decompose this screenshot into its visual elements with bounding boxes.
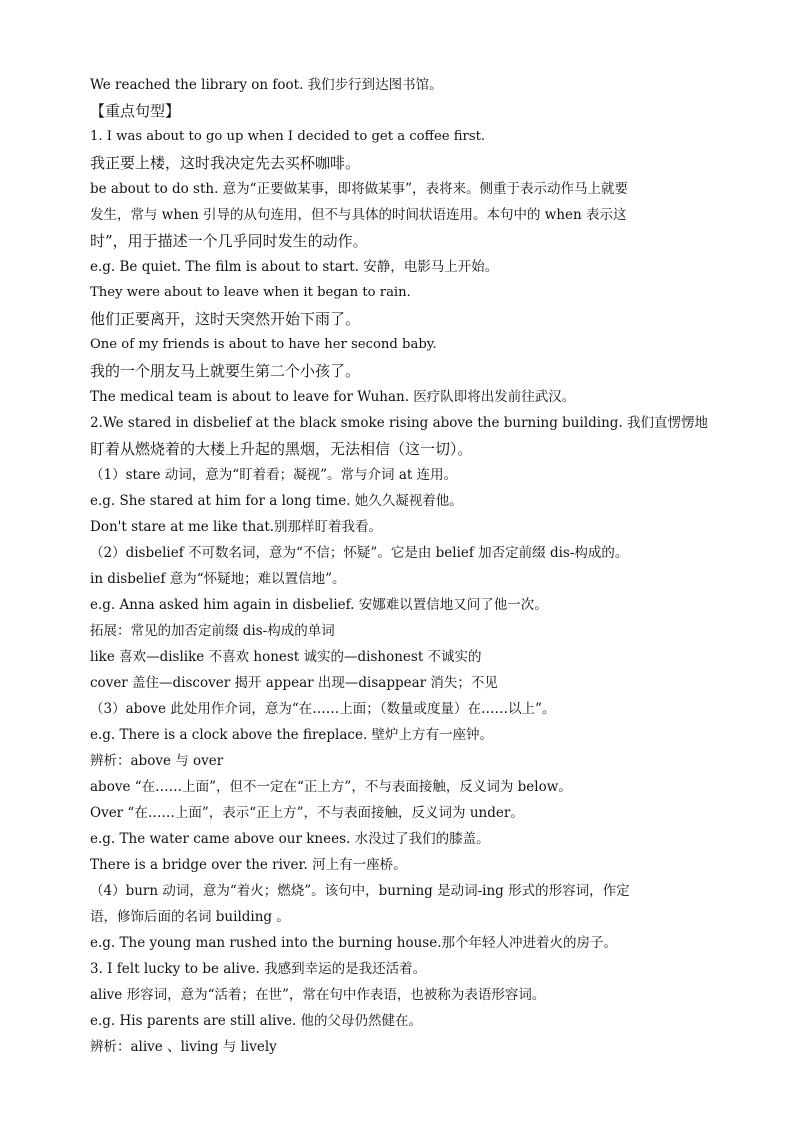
- text-line: 盯着从燃烧着的大楼上升起的黑烟，无法相信（这一切）。: [90, 440, 473, 458]
- text-line: e.g. His parents are still alive. 他的父母仍然健在。: [90, 1013, 423, 1029]
- text-line: 语，修饰后面的名词 building 。: [90, 909, 290, 925]
- text-line: e.g. Anna asked him again in disbelief. 安娜难以置信地又问了他一次。: [90, 597, 548, 613]
- text-line: Don't stare at me like that.别那样盯着我看。: [90, 519, 383, 535]
- text-line: The medical team is about to leave for Wuhan. 医疗队即将出发前往武汉。: [90, 389, 576, 405]
- text-line: They were about to leave when it began to rain.: [90, 285, 411, 300]
- text-line: （4）burn 动词，意为“着火；燃烧”。该句中，burning 是动词-ing 形式的形容词，作定: [90, 883, 630, 899]
- text-line: 2.We stared in disbelief at the black smoke rising above the burning building. 我们直愣愣地: [90, 415, 709, 431]
- text-line: cover 盖住—discover 揭开 appear 出现—disappear 消失；不见: [90, 675, 498, 691]
- text-line: There is a bridge over the river. 河上有一座桥。: [90, 857, 407, 873]
- text-line: 他们正要离开，这时天突然开始下雨了。: [90, 310, 361, 328]
- text-line: 我正要上楼，这时我决定先去买杯咖啡。: [90, 154, 361, 172]
- text-line: e.g. There is a clock above the fireplace. 壁炉上方有一座钟。: [90, 727, 494, 743]
- text-line: One of my friends is about to have her second baby.: [90, 337, 437, 352]
- text-line: in disbelief 意为“怀疑地；难以置信地”。: [90, 571, 346, 587]
- text-line: alive 形容词，意为“活着；在世”，常在句中作表语，也被称为表语形容词。: [90, 987, 546, 1003]
- text-line: be about to do sth. 意为“正要做某事，即将做某事”，表将来。侧重于表示动作马上就要: [90, 181, 628, 197]
- text-line: 拓展：常见的加否定前缀 dis-构成的单词: [90, 623, 335, 639]
- text-line: 1. I was about to go up when I decided to get a coffee first.: [90, 129, 486, 144]
- text-line: 时”，用于描述一个几乎同时发生的动作。: [90, 232, 368, 250]
- text-line: 辨析：above 与 over: [90, 753, 224, 769]
- text-line: （1）stare 动词，意为“盯着看；凝视”。常与介词 at 连用。: [90, 467, 458, 483]
- document-page: [90, 72, 720, 1060]
- text-line: like 喜欢—dislike 不喜欢 honest 诚实的—dishonest 不诚实的: [90, 649, 482, 665]
- text-line: 【重点句型】: [90, 102, 181, 120]
- text-line: （3）above 此处用作介词，意为“在……上面；（数量或度量）在……以上”。: [90, 701, 556, 717]
- text-line: e.g. Be quiet. The film is about to start. 安静，电影马上开始。: [90, 259, 499, 275]
- text-line: e.g. The young man rushed into the burning house.那个年轻人冲进着火的房子。: [90, 935, 618, 951]
- text-line: 发生，常与 when 引导的从句连用，但不与具体的时间状语连用。本句中的 when 表示这: [90, 207, 627, 223]
- text-line: 我的一个朋友马上就要生第二个小孩了。: [90, 362, 361, 380]
- text-line: e.g. She stared at him for a long time. 她久久凝视着他。: [90, 493, 463, 509]
- text-line: 3. I felt lucky to be alive. 我感到幸运的是我还活着。: [90, 961, 427, 977]
- text-line: e.g. The water came above our knees. 水没过了我们的膝盖。: [90, 831, 490, 847]
- text-line: （2）disbelief 不可数名词，意为“不信；怀疑”。它是由 belief 加否定前缀 dis-构成的。: [90, 545, 629, 561]
- text-line: 辨析：alive 、living 与 lively: [90, 1039, 277, 1055]
- text-line: above “在……上面”，但不一定在“正上方”，不与表面接触，反义词为 below。: [90, 779, 572, 795]
- text-line: Over “在……上面”，表示“正上方”，不与表面接触，反义词为 under。: [90, 805, 524, 821]
- text-line: We reached the library on foot. 我们步行到达图书馆。: [90, 77, 443, 93]
